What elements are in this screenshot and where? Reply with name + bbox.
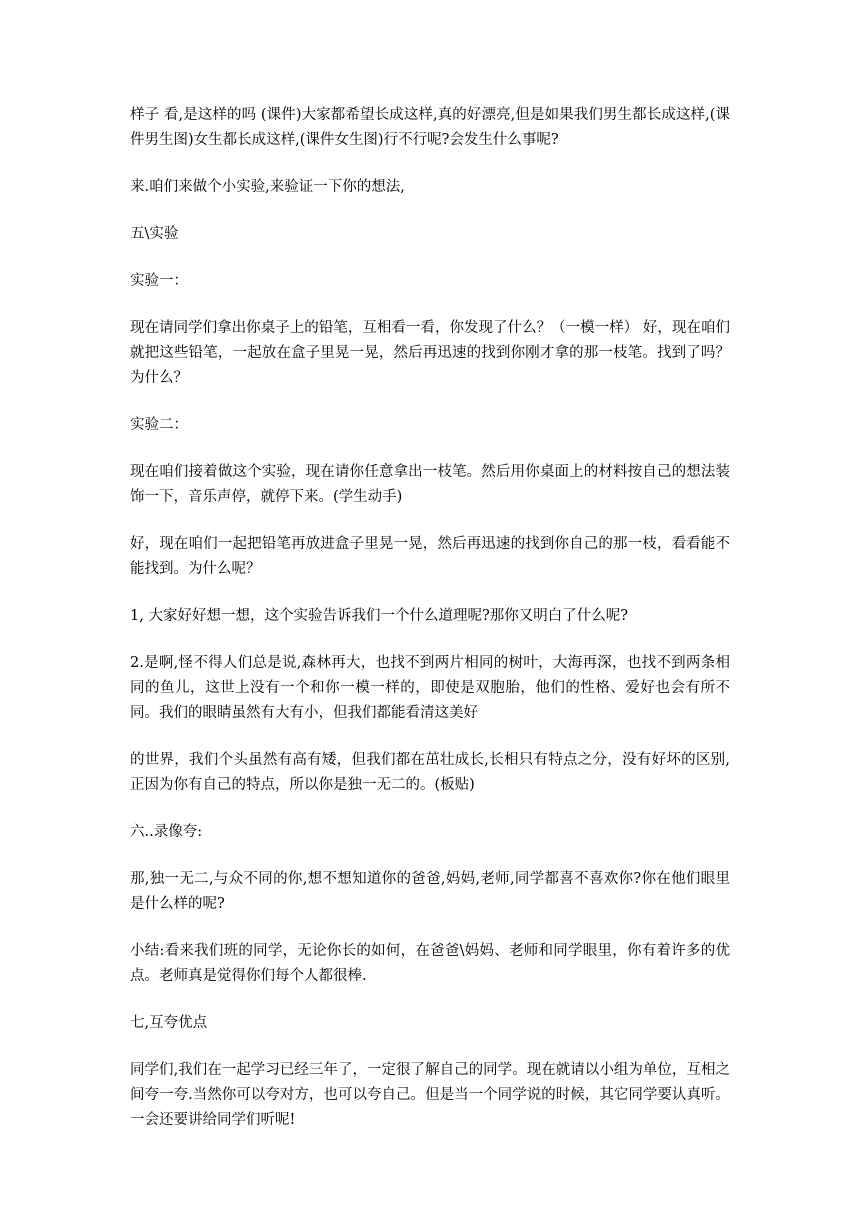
paragraph-praise-activity: 同学们,我们在一起学习已经三年了，一定很了解自己的同学。现在就请以小组为单位，互相之间夸一夸.当然你可以夸对方，也可以夸自己。但是当一个同学说的时候，其它同学要认真听。一会还要讲给同学们听呢!	[130, 1062, 730, 1128]
paragraph-video-question: 那,独一无二,与众不同的你,想不想知道你的爸爸,妈妈,老师,同学都喜不喜欢你?你在他们眼里是什么样的呢?	[130, 871, 730, 912]
paragraph-point-two: 2.是啊,怪不得人们总是说,森林再大，也找不到两片相同的树叶，大海再深，也找不到两条相同的鱼儿，这世上没有一个和你一模一样的，即使是双胞胎，他们的性格、爱好也会有所不同。我们的眼睛虽然有大有小，但我们都能看清这美好	[130, 655, 730, 721]
paragraph-experiment-intro: 来.咱们来做个小实验,来验证一下你的想法,	[130, 179, 405, 195]
document-body	[130, 103, 730, 1155]
section-heading-praise: 七,互夸优点	[130, 1015, 208, 1031]
section-heading-experiment: 五\实验	[130, 226, 179, 242]
section-heading-video: 六..录像夸:	[130, 824, 203, 840]
paragraph-intro: 样子 看,是这样的吗 (课件)大家都希望长成这样,真的好漂亮,但是如果我们男生都长成这样,(课件男生图)女生都长成这样,(课件女生图)行不行呢?会发生什么事呢?	[130, 107, 730, 148]
subheading-experiment-two: 实验二：	[130, 417, 188, 433]
paragraph-summary: 小结:看来我们班的同学，无论你长的如何，在爸爸\妈妈、老师和同学眼里，你有着许多的优点。老师真是觉得你们每个人都很棒.	[130, 943, 730, 984]
paragraph-question-one: 1, 大家好好想一想，这个实验告诉我们一个什么道理呢?那你又明白了什么呢?	[130, 608, 628, 624]
paragraph-experiment-two: 现在咱们接着做这个实验，现在请你任意拿出一枝笔。然后用你桌面上的材料按自己的想法装饰一下，音乐声停，就停下来。(学生动手)	[130, 464, 730, 505]
subheading-experiment-one: 实验一：	[130, 273, 188, 289]
paragraph-experiment-two-result: 好，现在咱们一起把铅笔再放进盒子里晃一晃，然后再迅速的找到你自己的那一枝，看看能不能找到。为什么呢？	[130, 536, 730, 577]
paragraph-experiment-one: 现在请同学们拿出你桌子上的铅笔，互相看一看，你发现了什么？（一模一样） 好，现在咱们就把这些铅笔，一起放在盒子里晃一晃，然后再迅速的找到你刚才拿的那一枝笔。找到了吗？为什么？	[130, 320, 730, 386]
paragraph-point-two-continued: 的世界，我们个头虽然有高有矮，但我们都在茁壮成长,长相只有特点之分，没有好坏的区别, 正因为你有自己的特点，所以你是独一无二的。(板贴)	[130, 752, 730, 793]
